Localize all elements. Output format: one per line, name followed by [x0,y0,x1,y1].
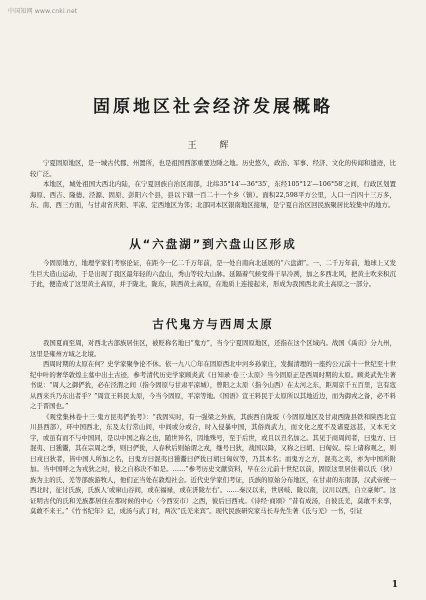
section-liupan-body [30,258,396,290]
body-paragraph: 西周时期的太原在何？史学家聚争论不休。依一九八〇年在固原西北中河乡孙家庄，发掘清理的一座约公元前十一世纪至十世纪中叶的奢华敦煌主墓中出土古迹，参考清代历史学家顾炎武《日知录·卷三·太原》当今固原正是西周时期的太原。顾炎武先生著书说：“周人之御俨狁，必在泾渭之间（指今固原与甘肃平凉城），曾阳之太原（指今山西）在太河之东，距周京千五百里，岂有寇从西来兵乃东出者乎？”周宣王料民太原，今当今固原，平凉等地。《国语》宣王料民于太原所以其地近边，而为御戎之备，必不料之于晋国也。” [30,360,396,410]
section-heading-liupan: 从“六盘湖”到六盘山区形成 [129,237,297,251]
intro-paragraph: 本地区，城处祖国大西北内陆，在宁夏回族自治区南部，北纬35°14′—36°35′，东经105°12′—106°58′之间，行政区划置海原、西吉、隆德、泾源、固原、彭阳六个县，县以下辖一百二十一个乡（镇）。面积22,598平方公里，人口一百四十三万多，东、南、西三方面，与甘肃省庆阳、平凉、定西地区为邻；北部同本区银南地区接壤，是宁夏自治区回民族聚居比较集中的地方。 [30,180,396,209]
page-number: 1 [391,580,398,590]
article-author: 王 辉 [187,141,239,151]
section-heading-guifang: 古代鬼方与西周太原 [152,317,274,331]
section-guifang-body [30,338,396,517]
intro-section [30,158,396,211]
body-paragraph: 我国夏商至周，对西北古部族居住区，被贬称名地曰“鬼方”，当今宁夏固原地区，还指在这个区域内。战国《禹贡》分九州，这里是雍州方域之北境。 [30,339,396,358]
body-paragraph: 《观堂集林卷十三·鬼方昆夷俨狁考》：“我固实时，有一强梁之外族，其族西自陇坂（今固原地区及甘肃西陇县铁和陕西北宜川县西部），环中国西北，东及太行常山间，中间或分或合，时入侵暴中国，其俗尚武力，而文化之度不及诸夏远甚，又本无文字，或虽有而不与中国同，是以中国之称之也，随世异名，因地殊号，至于后世，或且以丑名加之。其见于商周间者，曰鬼方、曰混夷、曰獯鬻，其在宗周之季，则曰俨狁，人春秋后则始谓之戎，继号曰狄，战国以降，又称之曰胡、曰匈奴。综上诸称观之，则曰戎曰狄者，皆中国人所加之名，曰鬼方曰混夷曰獯鬻曰俨狁曰胡曰匈奴等，乃其本名；而鬼方之方，混夷之夷，亦为中国所附加。当中国呼之为戎狄之时，彼之自称决不如是。……”参考历史文献资料，早在公元前十世纪以前，固原这里居住着以氏（狄）族为主的氏、羌等部族游牧人，他们正当处在敦煌社会。近代史学家们考证，氏族的原始分布地区，在甘肃的东南部，汉武帝统一西北时，征讨氏族，氏族人‘或窜山谷间，或在福禄，或在汧陇左右’。……秦汉以来，世居岐、陇以南，汉川以西，自立豪帅”。这证明古代的氏和羌族都居住在那时候的中心（今西安市）之西，彼后曰西戎。《诗经·商颂》“昔有成汤，自彼氐羌，莫敢不来享，莫敢不来王。”《竹书纪年》记，成汤与武丁时，两次“氐羌来宾”。现代民族研究家马长寿先生著《氐与羌》一书，引证 [30,412,396,515]
intro-paragraph: 宁夏固原地区，是一城古代郡、州置所，也是祖国西部重要边陲之地。历史悠久，政治、军事、经济、文化的传闻和遗迹，比较广泛。 [30,159,396,178]
body-paragraph: 今固原地方，地理学家们考察论证，在距今一亿二千万年前，是一处自南向北延展的“六盘湖”。一、二千万年前，地球上又发生巨大造山运动，于是出现了我区最年轻的六盘山，秀山等较大山脉。延隔着气候变得干旱冷冽，加之多西北风，把黄土吹来积沉于此，便造成了这里黄土高原，并于陇北，陇东，陕西黄土高原，在地质上连接起来，形成为我国西北黄土高原之一部分。 [30,259,396,288]
article-title: 固原地区社会经济发展概略 [93,97,333,117]
watermark-text: 中国知网 www.cnki.net [8,8,78,15]
